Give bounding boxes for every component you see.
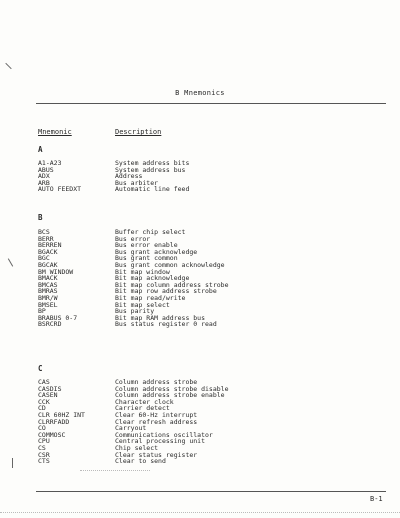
description: Bus arbiter (115, 178, 159, 187)
description: Bus grant acknowledge (115, 247, 198, 256)
mnemonic: CS (38, 443, 46, 452)
description: Bus grant common acknowledge (115, 260, 225, 269)
description: Carrier detect (115, 404, 170, 413)
scan-dots (80, 470, 150, 471)
mnemonic: CASDIS (38, 384, 62, 393)
mnemonic: A1-A23 (38, 159, 62, 167)
mnemonic: CTS (38, 457, 50, 466)
description: Bit map RAM address bus (115, 313, 206, 322)
mnemonic: ABUS (38, 165, 54, 174)
description-column-header: Description (115, 128, 162, 136)
mnemonic: BM WINDOW (38, 267, 74, 276)
mnemonic: BERREN (38, 241, 62, 250)
page-title: B Mnemonics (175, 89, 225, 97)
mnemonic: BERR (38, 234, 54, 243)
mnemonic: BGACK (38, 247, 58, 256)
mnemonic: BMCAS (38, 280, 58, 289)
description: Bit map read/write (115, 293, 186, 302)
description: Column address strobe enable (115, 391, 225, 400)
mnemonic: CAS (38, 378, 50, 386)
description: System address bits (115, 159, 190, 167)
mnemonic-column-header: Mnemonic (38, 128, 72, 136)
description: Clear 60-Hz interrupt (115, 410, 198, 419)
mnemonic: CASEN (38, 391, 58, 400)
scan-dots (0, 512, 400, 513)
section-letter-c: C (38, 364, 43, 373)
section-letter-a: A (38, 145, 43, 154)
description: Column address strobe disable (115, 384, 229, 393)
description: Clear status register (115, 450, 198, 459)
description: Bit map acknowledge (115, 274, 190, 283)
mnemonic: CPU (38, 437, 50, 446)
mnemonic: BGCAK (38, 260, 58, 269)
mnemonic: AUTO FEEDXT (38, 185, 82, 194)
section-letter-b: B (38, 213, 43, 222)
mnemonic: CD (38, 404, 46, 413)
mnemonic: BCS (38, 228, 50, 236)
description: Central processing unit (115, 437, 206, 446)
description: Automatic line feed (115, 185, 190, 194)
description: Bus parity (115, 307, 155, 316)
header-rule (36, 103, 386, 104)
mnemonic: CLRRFADD (38, 417, 70, 426)
mnemonic: CLR 60HZ INT (38, 410, 85, 419)
mnemonic: BGC (38, 254, 50, 263)
mnemonic: COMMOSC (38, 430, 66, 439)
description: Bus status register 0 read (115, 320, 217, 329)
description: Bit map column address strobe (115, 280, 229, 289)
description: Clear to send (115, 457, 166, 466)
mnemonic: CCK (38, 397, 50, 406)
page-number: B-1 (370, 495, 383, 503)
mnemonic: BP (38, 307, 46, 316)
scan-mark (5, 63, 11, 69)
description: Clear refresh address (115, 417, 198, 426)
mnemonic: ARB (38, 178, 50, 187)
mnemonic: BMR/W (38, 293, 58, 302)
mnemonic: BMSEL (38, 300, 58, 309)
mnemonic: ADX (38, 172, 50, 181)
description: Buffer chip select (115, 228, 186, 236)
scan-mark (12, 458, 13, 468)
description: Bus error enable (115, 241, 178, 250)
description: Chip select (115, 443, 159, 452)
mnemonic: CO (38, 424, 46, 433)
description: Bus grant common (115, 254, 178, 263)
description: Bus error (115, 234, 151, 243)
mnemonic: CSR (38, 450, 50, 459)
description: Bit map window (115, 267, 170, 276)
footer-rule (36, 491, 386, 492)
description: Carryout (115, 424, 147, 433)
scan-mark (8, 258, 13, 266)
mnemonic: BSRCRD (38, 320, 62, 329)
mnemonic: BMRAS (38, 287, 58, 296)
description: Bit map row address strobe (115, 287, 217, 296)
description: System address bus (115, 165, 186, 174)
description: Character clock (115, 397, 174, 406)
mnemonic: BRABUS 0-7 (38, 313, 78, 322)
description: Column address strobe (115, 378, 198, 386)
mnemonic: BMACK (38, 274, 58, 283)
description: Communications oscillator (115, 430, 213, 439)
description: Address (115, 172, 143, 181)
description: Bit map select (115, 300, 170, 309)
